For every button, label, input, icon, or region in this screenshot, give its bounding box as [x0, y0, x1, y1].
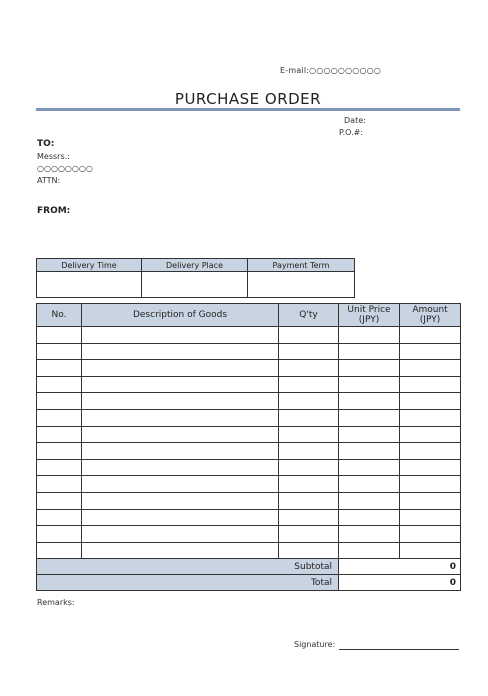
table-row — [37, 343, 461, 360]
unit-price-cell[interactable] — [339, 409, 400, 426]
unit-price-cell[interactable] — [339, 327, 400, 344]
delivery-time-header: Delivery Time — [37, 259, 142, 272]
date-label: Date: — [344, 116, 366, 125]
col-no-header: No. — [37, 304, 82, 327]
table-row — [37, 542, 461, 559]
unit-price-cell[interactable] — [339, 459, 400, 476]
amount-cell[interactable] — [400, 526, 461, 543]
signature-line[interactable] — [339, 649, 459, 650]
no-cell[interactable] — [37, 360, 82, 377]
no-cell[interactable] — [37, 492, 82, 509]
page-title: PURCHASE ORDER — [174, 90, 322, 108]
unit-price-label: Unit Price — [347, 305, 391, 315]
attn-label: ATTN: — [37, 176, 61, 185]
description-cell[interactable] — [82, 393, 279, 410]
qty-cell[interactable] — [279, 476, 339, 493]
no-cell[interactable] — [37, 509, 82, 526]
amount-cell[interactable] — [400, 509, 461, 526]
subtotal-value: 0 — [339, 559, 461, 575]
unit-price-cell[interactable] — [339, 443, 400, 460]
description-cell[interactable] — [82, 443, 279, 460]
table-row — [37, 360, 461, 377]
table-row — [37, 376, 461, 393]
no-cell[interactable] — [37, 426, 82, 443]
recipient-name: ○○○○○○○○ — [37, 164, 93, 173]
description-cell[interactable] — [82, 492, 279, 509]
no-cell[interactable] — [37, 459, 82, 476]
description-cell[interactable] — [82, 476, 279, 493]
payment-term-header: Payment Term — [248, 259, 355, 272]
table-row — [37, 426, 461, 443]
description-cell[interactable] — [82, 459, 279, 476]
description-cell[interactable] — [82, 542, 279, 559]
amount-cell[interactable] — [400, 426, 461, 443]
no-cell[interactable] — [37, 526, 82, 543]
amount-cell[interactable] — [400, 327, 461, 344]
delivery-place-cell[interactable] — [142, 272, 248, 298]
amount-cell[interactable] — [400, 459, 461, 476]
unit-price-cell[interactable] — [339, 476, 400, 493]
description-cell[interactable] — [82, 509, 279, 526]
amount-cell[interactable] — [400, 376, 461, 393]
description-cell[interactable] — [82, 426, 279, 443]
no-cell[interactable] — [37, 443, 82, 460]
col-unit-price-header — [339, 304, 400, 327]
col-amount-header — [400, 304, 461, 327]
qty-cell[interactable] — [279, 426, 339, 443]
unit-price-cell[interactable] — [339, 509, 400, 526]
col-qty-header: Q'ty — [279, 304, 339, 327]
amount-label: Amount — [412, 305, 448, 315]
unit-price-cell[interactable] — [339, 492, 400, 509]
description-cell[interactable] — [82, 327, 279, 344]
qty-cell[interactable] — [279, 376, 339, 393]
qty-cell[interactable] — [279, 443, 339, 460]
unit-price-cell[interactable] — [339, 542, 400, 559]
payment-term-cell[interactable] — [248, 272, 355, 298]
items-table — [36, 303, 461, 591]
unit-price-currency: (JPY) — [358, 315, 380, 325]
signature-label: Signature: — [294, 640, 336, 649]
table-row — [37, 492, 461, 509]
qty-cell[interactable] — [279, 343, 339, 360]
unit-price-cell[interactable] — [339, 360, 400, 377]
description-cell[interactable] — [82, 409, 279, 426]
no-cell[interactable] — [37, 343, 82, 360]
unit-price-cell[interactable] — [339, 526, 400, 543]
amount-cell[interactable] — [400, 409, 461, 426]
table-row — [37, 443, 461, 460]
delivery-place-header: Delivery Place — [142, 259, 248, 272]
remarks-label: Remarks: — [37, 598, 75, 607]
total-value: 0 — [339, 575, 461, 591]
table-row — [37, 509, 461, 526]
unit-price-cell[interactable] — [339, 343, 400, 360]
table-row — [37, 526, 461, 543]
subtotal-label: Subtotal — [37, 559, 339, 575]
table-row — [37, 327, 461, 344]
qty-cell[interactable] — [279, 327, 339, 344]
no-cell[interactable] — [37, 393, 82, 410]
title-divider — [36, 108, 460, 111]
unit-price-cell[interactable] — [339, 393, 400, 410]
amount-cell[interactable] — [400, 443, 461, 460]
qty-cell[interactable] — [279, 360, 339, 377]
amount-cell[interactable] — [400, 393, 461, 410]
delivery-time-cell[interactable] — [37, 272, 142, 298]
no-cell[interactable] — [37, 542, 82, 559]
description-cell[interactable] — [82, 360, 279, 377]
table-row — [37, 476, 461, 493]
no-cell[interactable] — [37, 376, 82, 393]
no-cell[interactable] — [37, 409, 82, 426]
messrs-label: Messrs.: — [37, 152, 70, 161]
qty-cell[interactable] — [279, 542, 339, 559]
col-description-header: Description of Goods — [82, 304, 279, 327]
qty-cell[interactable] — [279, 409, 339, 426]
table-row — [37, 459, 461, 476]
amount-cell[interactable] — [400, 360, 461, 377]
qty-cell[interactable] — [279, 526, 339, 543]
amount-cell[interactable] — [400, 542, 461, 559]
to-label: TO: — [37, 139, 55, 149]
qty-cell[interactable] — [279, 393, 339, 410]
email-line: E-mail:○○○○○○○○○○ — [280, 66, 381, 75]
table-row — [37, 409, 461, 426]
unit-price-cell[interactable] — [339, 376, 400, 393]
description-cell[interactable] — [82, 526, 279, 543]
qty-cell[interactable] — [279, 509, 339, 526]
qty-cell[interactable] — [279, 459, 339, 476]
amount-cell[interactable] — [400, 476, 461, 493]
delivery-table — [36, 258, 355, 298]
total-label: Total — [37, 575, 339, 591]
description-cell[interactable] — [82, 343, 279, 360]
from-label: FROM: — [37, 206, 71, 216]
no-cell[interactable] — [37, 476, 82, 493]
table-row — [37, 393, 461, 410]
amount-cell[interactable] — [400, 492, 461, 509]
unit-price-cell[interactable] — [339, 426, 400, 443]
amount-currency: (JPY) — [419, 315, 441, 325]
po-number-label: P.O.#: — [339, 128, 364, 137]
qty-cell[interactable] — [279, 492, 339, 509]
amount-cell[interactable] — [400, 343, 461, 360]
description-cell[interactable] — [82, 376, 279, 393]
no-cell[interactable] — [37, 327, 82, 344]
